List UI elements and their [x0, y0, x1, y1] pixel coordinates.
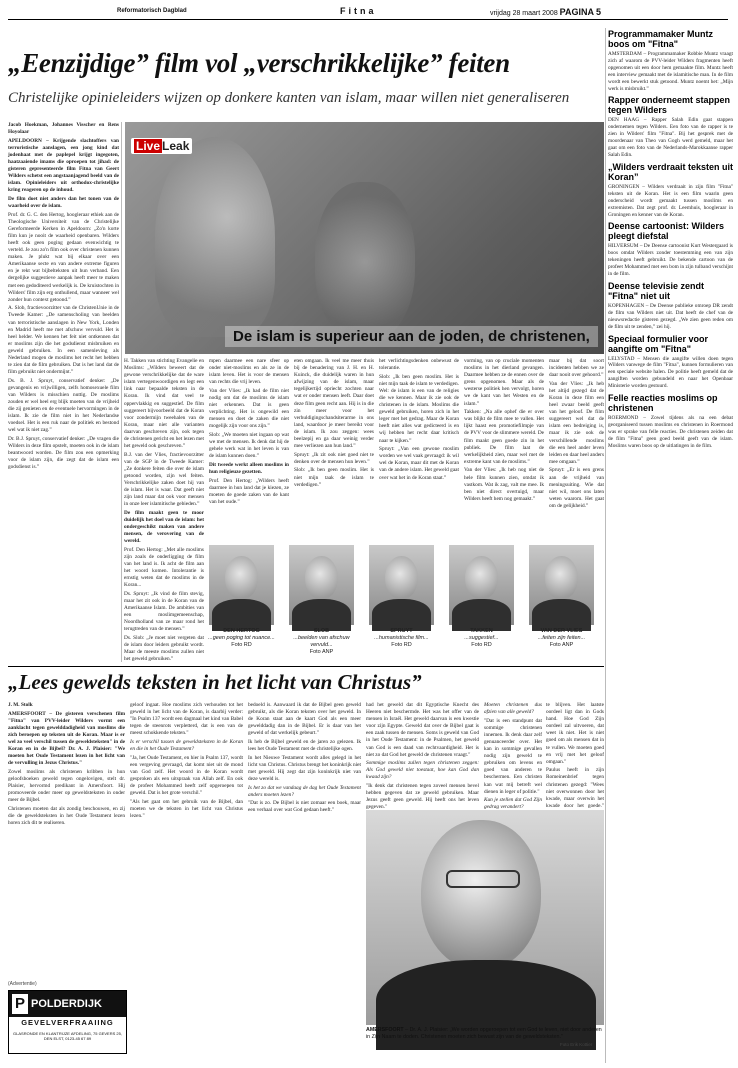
- ad-details: GLASRONDE EN KLANTRIJZE AFDELING, 75 GEVERS 25, DEN ELST, 0123-45 67 89: [13, 1031, 122, 1041]
- portrait-quote: ...suggestief...: [464, 635, 499, 641]
- story1-column-1: [8, 122, 119, 662]
- page-label: PAGINA: [559, 7, 595, 17]
- brief-body: HILVERSUM – De Deense cartoonist Kurt Westergaard is boos omdat Wilders zonder toestemming een van zijn tekeningen heeft gebruikt. De bekende cartoon van de profeet Mohammed met een bom in zijn tulband verschijnt in de film.: [608, 243, 733, 278]
- ad-brand: POLDERDIJK: [9, 991, 126, 1017]
- section-title: Fitna: [340, 6, 377, 16]
- paragraph: Paulus heeft in zijn Romeinenbrief tegen christenen gezegd: "Wees niet overwonnen door het kwade, maar overwin het kwade door het goede.": [546, 767, 604, 809]
- news-sidebar: [608, 26, 733, 1064]
- portrait-name: SLOB: [313, 628, 330, 634]
- photo-caption: [366, 1027, 604, 1040]
- photo-figure: [315, 182, 415, 342]
- paragraph: eten omgaan. Ik veel me meer thuis bij de benadering van J. H. en H. Kuinck, die duidelijk waren in hun afwijzing van de islam, maar tegelijkertijd opriecht zochten naar wat er onder mensen leeft. Daar doet deze film geen recht aan. Hij is in die zin meer voor het verhuldigingschandsiterarme in ons land, waardoor je meer bereikt voor de islam. Ik zou zeggen: wees beelzepij en ga daar weinig verder mee verliezen aan hun land.”: [294, 358, 374, 450]
- portrait-credit: Foto RD: [471, 642, 492, 648]
- portrait-quote: ...humanistische film...: [374, 635, 429, 641]
- question: Sommige moslims zullen tegen christenen zeggen: Als God geweld niet toestaat, hoe kan God dan kwaad zijn?: [366, 760, 479, 781]
- portrait-name: TAKKEN: [470, 628, 493, 634]
- paragraph: Prof. Den Hertog: „Met alle moslims zijn zoals de onderligging de film van het land is. Ik acht de film aan het woord komen. Intolerantie is ernstig weten dat de moslims in de Koran...: [124, 546, 204, 589]
- portrait-caption: [203, 628, 280, 649]
- video-still-photo: [125, 122, 604, 354]
- photo-credit: Foto Erik Kottier: [560, 1042, 593, 1047]
- paragraph: Takken: „Na alle ophef die er over was blijkt de film mee te vallen. Het lijkt haast een promotiefilmpje van de PVV voor de slimmere wereld. De film maakt geen goede zin in het publiek. De film laat de werkelijkheid zien, maar wel met de extreme kant van de moslims.”: [464, 409, 544, 465]
- subheadline-main: Christelijke opinieleiders wijzen op donkere kanten van islam, maar willen niet generaliseren: [8, 90, 570, 106]
- question: De film maakt geen te moor duidelijk het doel van de islam: het ondergeschikt maken van andere mensen, de verovering van de wereld.: [124, 509, 204, 545]
- paragraph: Slob: „Ik ben geen moslim. Het is niet mijn taak de islam te verdedigen. Wel: de islam is een van de religies die we kennen. Maar ik zie ook de christenen in de islam. Moslims die geweld gebruiken, horen zich in het leger met het gedrag. Maar de Koran heeft niet alles wat gedicteerd is en wij hebben het recht daar kritisch naar te kijken.”: [379, 373, 459, 444]
- portrait-quote: ...geen poging tot nuance...: [208, 635, 275, 641]
- advertisement-label: (Advertentie): [8, 981, 37, 987]
- paragraph: H. Takken van stichting Evangelie en Moslims: „Wilders beweert dat de gewone verschrikkelijke dat de ware islam vertegenwoordigen en legt een link naar bepaalde teksten in de Koran. Ik vind dat veel te oppervlakkig en suggestief. De film suggereert bijvoorbeeld dat de Koran voor zondermijn tweehalen van de Koran, maar niet alle varianten daarvan geschreven zijn, ook tegen de christenen gericht en het lezen met het geweld ook geschreven.”: [124, 358, 205, 450]
- portrait-photo: [289, 545, 354, 625]
- date-page: [490, 7, 601, 17]
- brief-headline: Speciaal formulier voor aangifte om "Fitna": [608, 333, 709, 354]
- paragraph: Ds. Slob: „Je moet niet vergeten dat de islam door leiders gebruikt wordt. Maar de meeste moslims zullen niet het geweld gebruiken.”: [124, 635, 204, 663]
- portrait-credit: Foto RD: [391, 642, 412, 648]
- paragraph: "Als het gaat om het gebruik van de Bijbel, dan moeten we de teksten in het licht van Christus lezen.": [130, 798, 243, 819]
- newspaper-name: Reformatorisch Dagblad: [117, 8, 187, 14]
- question: Kun je stellen dat God Zijn gedrag verandert?: [484, 797, 542, 811]
- story1-column-3: [209, 358, 289, 538]
- story2-column-1: [8, 702, 125, 978]
- byline: J. M. Stolk: [8, 702, 33, 708]
- brief-headline: Programmamaker Muntz boos om "Fitna": [608, 29, 714, 49]
- brief-headline: „Wilders verdraait teksten uit Koran”: [608, 161, 733, 182]
- portrait-caption: [523, 628, 600, 649]
- paragraph: Zowel moslims als christenen kribben in hun geloofsboeken geweld tegen ongelovigen, stelt dr. Plaisier, hervormd predikant in Amersfoort. Hij promoveerde onder meer op geweldsteksten in onder meer de Bijbel.: [8, 768, 125, 804]
- paragraph: geloof ingaat. Hoe moslims zich verhouden tot het geweld in het licht van de Koran, is daarbij verder: "In Psalm 137 wordt een dagmaal het kind van Babel tegen de steenrots verpletterd, dat is een van de meest schokkende teksten.": [130, 702, 243, 737]
- story-separator: [8, 666, 604, 667]
- photo-figure: [421, 820, 541, 970]
- logo-leak-text: Leak: [162, 139, 190, 153]
- story1-column-5: [379, 358, 459, 538]
- story1-column-2: [124, 358, 204, 662]
- paragraph: A. Slob, fractievoorzitter van de ChristenUnie in de Tweede Kamer: „De samenscholing van beelden van terroristische aanslagen in New York, Londen en Madrid heeft me met afschuw vervuld. Het is heel helder. We kennen het feit niet ontkennen dat er moslims zijn die het godsdienst misbruiken en geweld gebruiken. In een samenleving als Nederland mogen de moslims het recht het hebben te zien dat de film gebruiken. Dat is het land dat de film gebruikt niet ondermijnt.”: [8, 305, 119, 376]
- story2-column-5: [484, 702, 542, 811]
- paragraph: Prof. Den Hertog: „Wilders heeft daarmee in hun land dat je kiezen, ze moeten de goede zaken van de kant van het oude.”: [209, 477, 289, 505]
- portrait-credit: Foto RD: [231, 642, 252, 648]
- portrait-caption: [443, 628, 520, 649]
- sidebar-rule: [605, 28, 606, 1063]
- story2-column-4: [366, 702, 479, 811]
- portrait-credit: Foto ANP: [309, 649, 334, 655]
- paragraph: mpen daarmee een nare sfeer op onder niet-moslims en als ze in de islam leven. Het is voor de mensen van rechts die vrij leven.: [209, 358, 289, 386]
- paragraph: bedoeld is. Aanwaard ik dat de Bijbel geen geweld gebruikt, als die Koran teksten over het geweld. In de Koran staat aan de kaart God als een meer gewelddadig dan in de Bijbel. Er is daar van het geweld of dat werkelijk gebeurt.": [248, 702, 361, 737]
- portrait-caption: [283, 628, 360, 656]
- paragraph: "Dat is zo. De Bijbel is niet zomaar een boek, maar een verhaal over wat God gedaan heeft.": [248, 800, 361, 814]
- video-subtitle: De islam is superieur aan de joden, de christenen,: [225, 326, 598, 347]
- brief-body: LELYSTAD – Mensen die aangifte willen doen tegen Wilders vanwege de film "Fitna", kunnen formulieren van een speciale website halen. De politie heeft gemeld dat de aangiften worden gebundeld en naar het Openbaar Ministerie worden gestuurd.: [608, 355, 733, 390]
- portrait-photo: [529, 545, 594, 625]
- portrait-quote: ...beelden van afschuw vervuld...: [293, 635, 350, 648]
- paragraph: Ds. Spruyt: „Ik vind de film stevig, maar het zit ook in de Koran van de Amerikaanse Islam. De ambities van een moslimgemeenschap, Noordholland van ze maar rond het terugtreden van de mensen.”: [124, 591, 204, 633]
- story2-column-3: [248, 702, 361, 1054]
- portrait-caption: [363, 628, 440, 649]
- portrait-name: DEN HERTOG: [223, 628, 260, 634]
- brief-headline: Deense televisie zendt "Fitna" niet uit: [608, 280, 705, 301]
- paragraph: had het geweld dat dit Egyptische Knecht des Heeren niet beschermde. Het was het offer van de mensen in Israël. Het geweld daarvan is een kwestie voor zijn Egypte. Geweld dat over de Bijbel gaat is een zaak tussen de mensen. Soms is geweld van God in het Oude Testament: in de Psalmen, het geweld van God is een daad van rechtvaardigheid. Het is niet zo dat God het geweld de christenen vraagt.": [366, 702, 479, 758]
- portrait-photo: [369, 545, 434, 625]
- caption-dateline: AMERSFOORT: [366, 1027, 404, 1033]
- paragraph: B.J. van der Vlies, fractievoorzitter van de SGP in de Tweede Kamer: „Ze donkere feiten die over de islam getoond worden, zijn wel feiten. Verschrikkelijke zaken doet hij van de islam. Het is waar. Dat geeft niet zijn land maar dat ook voor mensen in onze leer islamitische gebieden.”: [124, 451, 204, 508]
- paragraph: vorming, van op cruciale momenten moslims in het dierland gevangen. Daarmee hebben ze de ennen over de grens opgenomen. Maar als de westerse politiek hen vervolgt, horen we de kant van het Westen en de islam.”: [464, 358, 544, 407]
- intro-paragraph: AMERSFOORT – De gisteren verschenen film "Fitna" van PVV-leider Wilders vormt een aanklacht tegen gewelddadigheid van moslims die zich beroepen op teksten uit de Koran. Maar is er wel zo veel verschil tussen de geweldsteksten" in de Koran en in de Bijbel? Dr. A. J. Plaisier: "We moeten het Oude Testament lezen in het licht van de vervulling in Jezus Christus.": [8, 710, 125, 767]
- story2-column-2: [130, 702, 243, 1054]
- portrait-name: VAN DER VLIES: [540, 628, 583, 634]
- photo-figure: [155, 137, 275, 337]
- brief-headline: Felle reacties moslims op christenen: [608, 393, 718, 414]
- header-rule: [8, 19, 728, 20]
- question: De film doet niet anders dan het tonen van de waarheid over de islam.: [8, 195, 119, 210]
- paragraph: Spruyt: „Er is een grens aan de vrijheid van meningsuiting. Wie dat niet wil, moet ons laten weten waarom. Het gaat om de gelijkheid.”: [549, 467, 604, 509]
- story2-column-6: [546, 702, 604, 809]
- paragraph: Spruyt: „Ik zit ook niet goed niet te denken over de mensen hun leven.”: [294, 451, 374, 465]
- plaisier-photo: [366, 810, 604, 1025]
- paragraph: "Ik denk dat christenen tegen zoveel mensen bevel hebben gegeven dat ze geweld gebruiken. Maar Jezus geeft geen geweld. Hij heeft ons het leven gegeven.": [366, 783, 479, 811]
- paragraph: In het Nieuwe Testament wordt alles gelegd in het licht van Christus. Christus brengt het koninkrijk niet met geweld. Hij zegt dat zijn koninkrijk niet van deze wereld is.: [248, 754, 361, 782]
- brief-headline: Deense cartoonist: Wilders pleegt diefstal: [608, 221, 724, 242]
- paragraph: "Dat is een standpunt dat sommige christenen innemen. Ik denk daar zelf genuanceerder over. Het kan in sommige gevallen nodig zijn geweld te gebruiken om levens en goed van anderen te beschermen. Een christen kan wat mij betreft wel dienen in leger of politie.": [484, 717, 542, 795]
- paragraph: maar bij dat soort incidenten hebben we ze daar nooit over gehoord.”: [549, 358, 604, 379]
- logo-live-text: Live: [136, 139, 161, 153]
- column-rule: [121, 122, 122, 662]
- portrait-photo: [449, 545, 514, 625]
- story1-column-6: [464, 358, 544, 538]
- intro-paragraph: APELDOORN – Krijgende slachtoffers van terroristische aanslagen, een jong kind dat jodenhaat met de paplepel krijgt ingegoten, haatzaaiende imams die oproepen tot jihad: de gisteren gepresenteerde film Fitna van Geert Wilders schetst een angstaanjagend beeld van de islam. Opinieleiders uit orthodox-christelijke kring reageren op de inhoud.: [8, 137, 119, 194]
- question: Dit tweede werkt alleen moslims in hun religieuze gezetten.: [209, 461, 289, 475]
- paragraph: Spruyt: „Van een gewone moslim worden we wel vaak gevraagd: ik wil wel de Koran, maar dit met de Koran van de andere islam. Het geweld gaat over wat het in de Koran staat.”: [379, 446, 459, 481]
- portrait-credit: Foto ANP: [549, 642, 574, 648]
- story1-column-4: [294, 358, 374, 538]
- brief-body: DEN HAAG – Rapper Salah Edin gaat stappen ondernemen tegen Wilders. Een foto van de rapper is te zien in Wilders' film "Fitna". Bij het gesprek met de moordenaar van Theo van Gogh werd gemeld, maar het gaat om een foto van de Nederlands-Marokkaanse rapper Salah Edin.: [608, 117, 733, 158]
- story1-column-7: [549, 358, 604, 538]
- brief-body: KOPENHAGEN – De Deense publieke omroep DR zendt de film van Wilders niet uit. Dat heeft de chef van de nieuwsredactie gisteren gezegd. „We zien geen reden om de film uit te zenden,” zei hij.: [608, 302, 733, 330]
- paragraph: Van der Vlies: „Ik had de film niet nodig om dat de moslims de islam niet erkennen. Dat is geen verplichting. Het is ongewild een mensen en doet de zaken die niet mogelijk zijn voor ons zijn.”: [209, 387, 289, 430]
- paragraph: Slob: „Ik ben geen moslim. Het is niet mijn taak de islam te verdedigen.”: [294, 467, 374, 488]
- paragraph: Van der Vlies: „Ik heb het altijd gezegd dat de Koran in deze film een heel zwaar beeld geeft van het geloof. De film suggereert wel dat de islam een bedreiging is, maar ik zie ook de verschillende moslims die een heel ander leven leiden en daar heel anders mee omgaan.”: [549, 380, 604, 465]
- brief-body: GRONINGEN – Wilders verdraait in zijn film "Fitna" teksten uit de Koran. Het is een film waarin geen onderscheid wordt gemaakt tussen moslims en extremisten. Dat zegt prof. dr. Leemhuis, hoogleraar in Groningen en kenner van de Koran.: [608, 183, 733, 218]
- question: Moeten christenen dus afzien van alle geweld?: [484, 702, 542, 716]
- advertisement[interactable]: [8, 990, 127, 1054]
- brief-headline: Rapper onderneemt stappen tegen Wilders: [608, 95, 731, 116]
- paragraph: Prof. dr. G. C. den Hertog, hoogleraar ethiek aan de Theologische Universiteit van de Christelijke Gereformeerde Kerken in Apeldoorn: „Zo'n korte film kun je nooit de waarheid openbaren. Wilders heeft ook geen poging gedaan evenwichtig te verteld. Je zou zo'n film ook over christenen kunnen maken. Je plukt wat bij elkaar over een Amerikaanse secte en van andere extreme figuren en je rekt wat bijbelteksten uit hun verband. Een dergelijke suggestieve aanpak heeft meer te maken met een gedoditeerd werkelijk is. De kruistochten in Wilders' film zijn erg onthullend, maar wanneer wel zonder hun context getoond.”: [8, 211, 119, 303]
- paragraph: te blijven. Het laatste oordeel ligt dan in Gods hand. Hoe God Zijn oordeel zal uitvoeren, dat weet ik niet. Het is niet goed om als mensen dat in te vullen. We moeten goed en vrij met het geloof omgaan.": [546, 702, 604, 765]
- paragraph: Christenen moeten dat als zondig beschouwen, en zij die de geweldsteksten in het Oude Testament lezen horen zich dit te realiseren.: [8, 805, 125, 826]
- headline-second: „Lees gewelds teksten in het licht van Christus”: [8, 670, 422, 694]
- paragraph: het verlichtingsdenken onbewust de tolerantie.: [379, 358, 459, 372]
- brief-body: AMSTERDAM – Programmamaker Robbie Muntz vraagt zich af waarom de PVV-leider Wilders fragmenten heeft opgenomen uit een door hem gemaakte film. Muntz heeft een interview gemaakt met de islamitische man. In de film wordt een bewerkt stuk getoond. Muntz noemt het: „Mijn werk is misbruikt.”: [608, 51, 733, 92]
- paragraph: Ds. B. J. Spruyt, conservatief denker: „De gevangenis en vrijwilligen, zelfs homosexuele film van Wilders is misschien nuttig. De moslims zouden er wel heel erg blijk moeten van de vrijheid die zij genieten en de eventuele hervormingen in de islam. Ik zie de film niet in het Nederlandse voedsel. Het is een ruk naar de politiek en bestond wel wat ik niet zag.”: [8, 377, 119, 434]
- paragraph: Van der Vlies: „Ik heb nog niet de hele film kunnen zien, omdat ik vastkom. Wat ik zag, valt me mee. Ik ben niet direct overtuigd, maar Wilders heeft hem nog gemaakt.”: [464, 467, 544, 502]
- question: Is er verschil tussen de geweldsteksten in de Koran en die in het Oude Testament?: [130, 738, 243, 753]
- glasses-shape: [446, 870, 520, 888]
- ad-tagline: GEVELVERFRAAIING: [21, 1018, 114, 1027]
- paragraph: Dr. B.J. Spruyt, conservatief denker: „De vragen die Wilders in deze film opstelt, moeten ook in de islam beantwoord worden. De film zou een opmerking voor de islam zijn, die zegt dat de islam een godsdienst is.”: [8, 436, 119, 471]
- paragraph: Slob: „We moeten niet ingaan op wat we met de mensen. Ik denk dat hij de gehele werk wat in het leven is van de islam kunnen doen.”: [209, 431, 289, 460]
- caption-text: – Dr. A. J. Plaisier: „We worden opgeroepen tot een God te leven, niet door anderen in Zijn Naam te doden. Christenen moeten zich bewust zijn van de geweldsteksten.”: [366, 1027, 602, 1040]
- portrait-quote: ...feiten zijn feiten...: [537, 635, 586, 641]
- date: vrijdag 28 maart 2008: [490, 10, 558, 17]
- liveleak-logo: [131, 138, 192, 154]
- headline-main: „Eenzijdige” film vol „verschrikkelijke” feiten: [8, 48, 510, 78]
- byline: Jacob Hoekman, Johannes Visscher en Rens Hoyolaar: [8, 122, 119, 136]
- paragraph: Ik heb de Bijbel geweld en de jaren zo gelezen. Ik lees het Oude Testament met de christelijke ogen.: [248, 738, 361, 753]
- paragraph: "Ja, het Oude Testament, en hier in Psalm 137, wordt een vergeving gevraagd, dat komt niet uit de mond van God zelf. Het woord in de Koran wordt gesproken als een uitspraak van Allah zelf. En ook de profeet Mohammed heeft zelf opgeroepen tot geweld. Dat is het grote verschil.": [130, 754, 243, 797]
- page-number: 5: [595, 7, 601, 17]
- portrait-photo: [209, 545, 274, 625]
- ad-logo-icon: P: [12, 994, 28, 1014]
- question: Is het zo dat we vandaag de dag het Oude Testament anders moeten lezen?: [248, 784, 361, 798]
- portrait-name: SPRUYT: [390, 628, 413, 634]
- brief-body: ROERMOND – Zowel tijdens als na een debat georganiseerd tussen moslims en christenen in Roermond was er sprake van felle reacties. De christenen zeiden dat de film "Fitna" geen goed beeld geeft van de islam. Moslims waren boos op de uitlatingen in de film.: [608, 415, 733, 449]
